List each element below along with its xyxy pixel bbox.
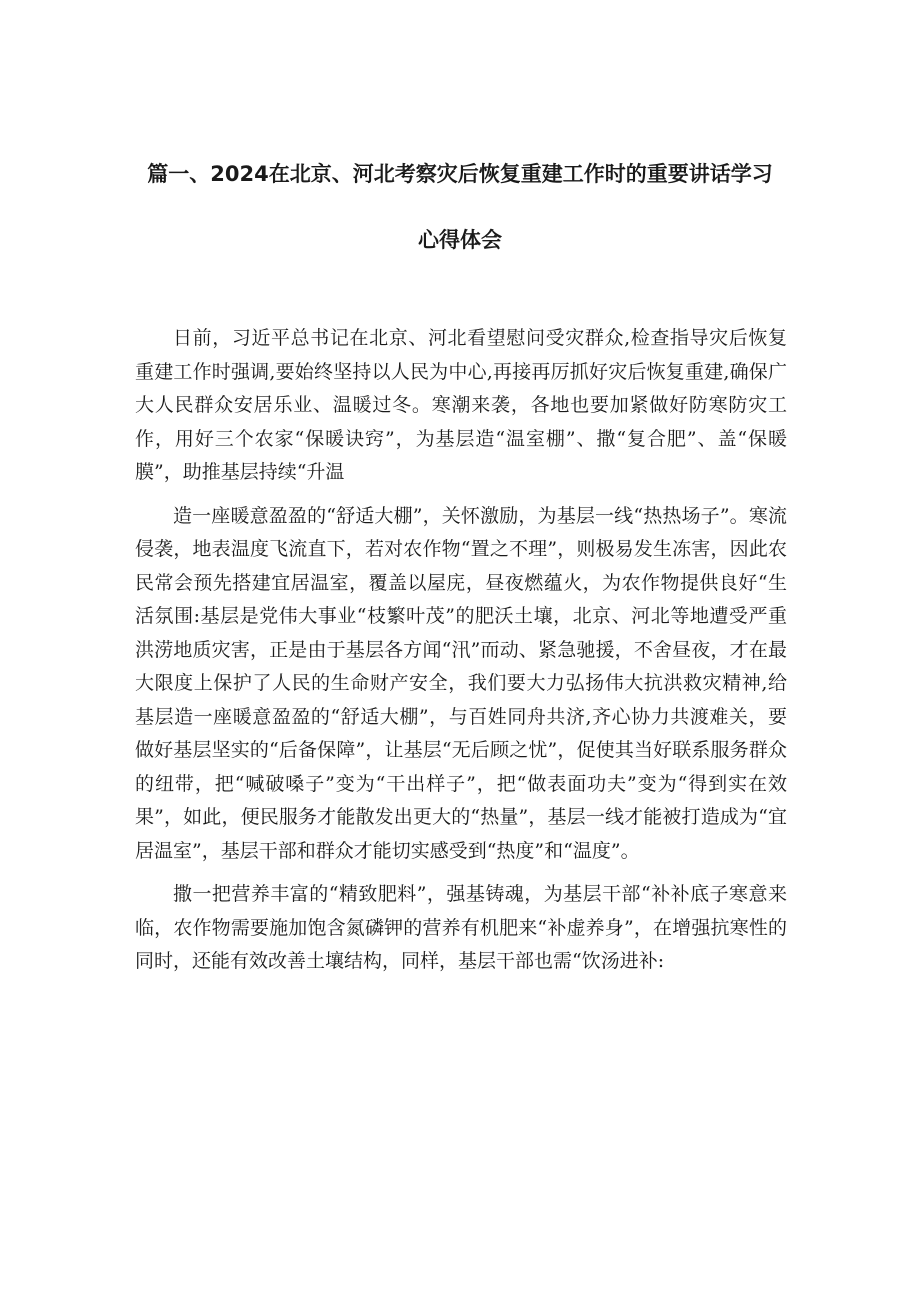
document-title-line-1: 篇一、2024在北京、河北考察灾后恢复重建工作时的重要讲话学习 (147, 162, 773, 186)
paragraph-1: 日前，习近平总书记在北京、河北看望慰问受灾群众,检查指导灾后恢复重建工作时强调,要始终坚持以人民为中心,再接再厉抓好灾后恢复重建,确保广大人民群众安居乐业、温暖过冬。寒潮来袭，各地也要加紧做好防寒防灾工作，用好三个农家“保暖诀窍”，为基层造“温室棚”、撒“复合肥”、盖“保暖膜”，助推基层持续“升温 (135, 327, 787, 483)
paragraph-3: 撒一把营养丰富的“精致肥料”，强基铸魂，为基层干部“补补底子寒意来临，农作物需要施加饱含氮磷钾的营养有机肥来“补虚养身”，在增强抗寒性的同时，还能有效改善土壤结构，同样，基层干部也需“饮汤进补: (135, 883, 787, 972)
document-title-line-2: 心得体会 (418, 228, 502, 252)
document-body (135, 322, 787, 989)
paragraph-2: 造一座暖意盈盈的“舒适大棚”，关怀激励，为基层一线“热热场子”。寒流侵袭，地表温度飞流直下，若对农作物“置之不理”，则极易发生冻害，因此农民常会预先搭建宜居温室，覆盖以屋庑，昼夜燃蕴火，为农作物提供良好“生活氛围:基层是党伟大事业“枝繁叶茂”的肥沃土壤，北京、河北等地遭受严重洪涝地质灾害，正是由于基层各方闻“汛”而动、紧急驰援，不舍昼夜，才在最大限度上保护了人民的生命财产安全，我们要大力弘扬伟大抗洪救灾精神,给基层造一座暖意盈盈的“舒适大棚”，与百姓同舟共济,齐心协力共渡难关，要做好基层坚实的“后备保障”，让基层“无后顾之忧”，促使其当好联系服务群众的纽带，把“喊破嗓子”变为“干出样子”，把“做表面功夫”变为“得到实在效果”，如此，便民服务才能散发出更大的“热量”，基层一线才能被打造成为“宜居温室”，基层干部和群众才能切实感受到“热度”和“温度”。 (135, 504, 787, 862)
